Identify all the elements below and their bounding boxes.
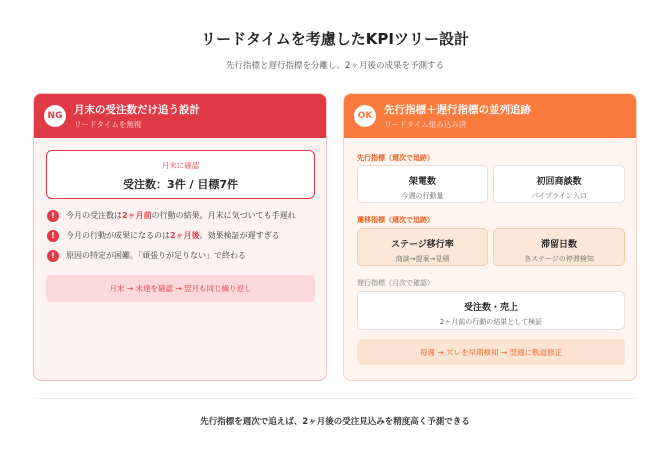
page-title: リードタイムを考慮したKPIツリー設計 <box>201 30 469 48</box>
warning-text-tail: の行動の結果。月末に気づいても手遅れ <box>151 211 296 220</box>
ok-panel <box>343 93 637 381</box>
confirm-label: 月末に確認 <box>161 161 200 170</box>
first-meetings-title: 初回商談数 <box>536 177 582 187</box>
orders-title: 受注数・売上 <box>463 303 518 313</box>
leading-indicator-label: 先行指標（週次で追跡） <box>357 154 434 162</box>
warning-list <box>47 209 317 269</box>
stay-days-title: 滞留日数 <box>540 240 577 250</box>
warning-item <box>47 249 317 262</box>
stay-days-card <box>493 228 625 266</box>
ok-badge: OK <box>354 105 376 127</box>
first-meetings-sub: パイプライン入口 <box>531 192 587 200</box>
ng-subheading: リードタイムを無視 <box>74 120 142 129</box>
stay-days-sub: 各ステージの停滞検知 <box>524 255 594 263</box>
warning-text: 今月の受注数は <box>66 211 122 220</box>
warning-text: 今月の行動が成果になるのは <box>66 231 170 240</box>
transition-indicator-label: 遷移指標（週次で追跡） <box>357 216 434 224</box>
stage-rate-title: ステージ移行率 <box>391 240 454 250</box>
warning-item <box>47 229 317 242</box>
warning-icon: ! <box>47 230 59 242</box>
divider <box>33 398 637 399</box>
lagging-indicator-label: 遅行指標（月次で確認） <box>357 279 434 287</box>
orders-card <box>357 291 625 330</box>
stage-rate-sub: 商談→提案→見積 <box>395 255 450 263</box>
ng-heading: 月末の受注数だけ追う設計 <box>74 104 200 116</box>
orders-sub: 2ヶ月前の行動の結果として検証 <box>439 318 543 326</box>
first-meetings-card <box>493 165 625 203</box>
confirm-value: 受注数：3件 / 目標7件 <box>123 178 238 191</box>
ok-subheading: リードタイム組み込み済 <box>384 120 467 129</box>
ng-badge: NG <box>44 105 66 127</box>
calls-card <box>357 165 488 203</box>
warning-text-tail: 。効果検証が遅すぎる <box>199 231 280 240</box>
warning-text: 原因の特定が困難。「頑張りが足りない」で終わる <box>66 251 246 260</box>
warning-icon: ! <box>47 250 59 262</box>
warning-icon: ! <box>47 210 59 222</box>
warning-highlight: 2ヶ月後 <box>170 231 200 240</box>
warning-item <box>47 209 317 222</box>
page-footer: 先行指標を週次で追えば、2ヶ月後の受注見込みを精度高く予測できる <box>200 417 470 427</box>
calls-sub: 今週の行動量 <box>401 192 444 200</box>
ok-heading: 先行指標＋遅行指標の並列追跡 <box>384 104 531 116</box>
month-end-confirm-box <box>46 150 315 199</box>
warning-highlight: 2ヶ月前 <box>122 211 152 220</box>
ng-panel-header <box>34 94 326 138</box>
calls-title: 架電数 <box>408 177 436 187</box>
stage-rate-card <box>357 228 488 266</box>
ok-panel-header <box>344 94 636 138</box>
ng-footer-flow: 月末 → 未達を確認 → 翌月も同じ繰り返し <box>46 275 315 302</box>
page-subtitle: 先行指標と遅行指標を分離し、2ヶ月後の成果を予測する <box>226 61 444 71</box>
ng-panel <box>33 93 327 381</box>
ok-footer-flow: 毎週 → ズレを早期検知 → 翌週に軌道修正 <box>357 339 625 365</box>
